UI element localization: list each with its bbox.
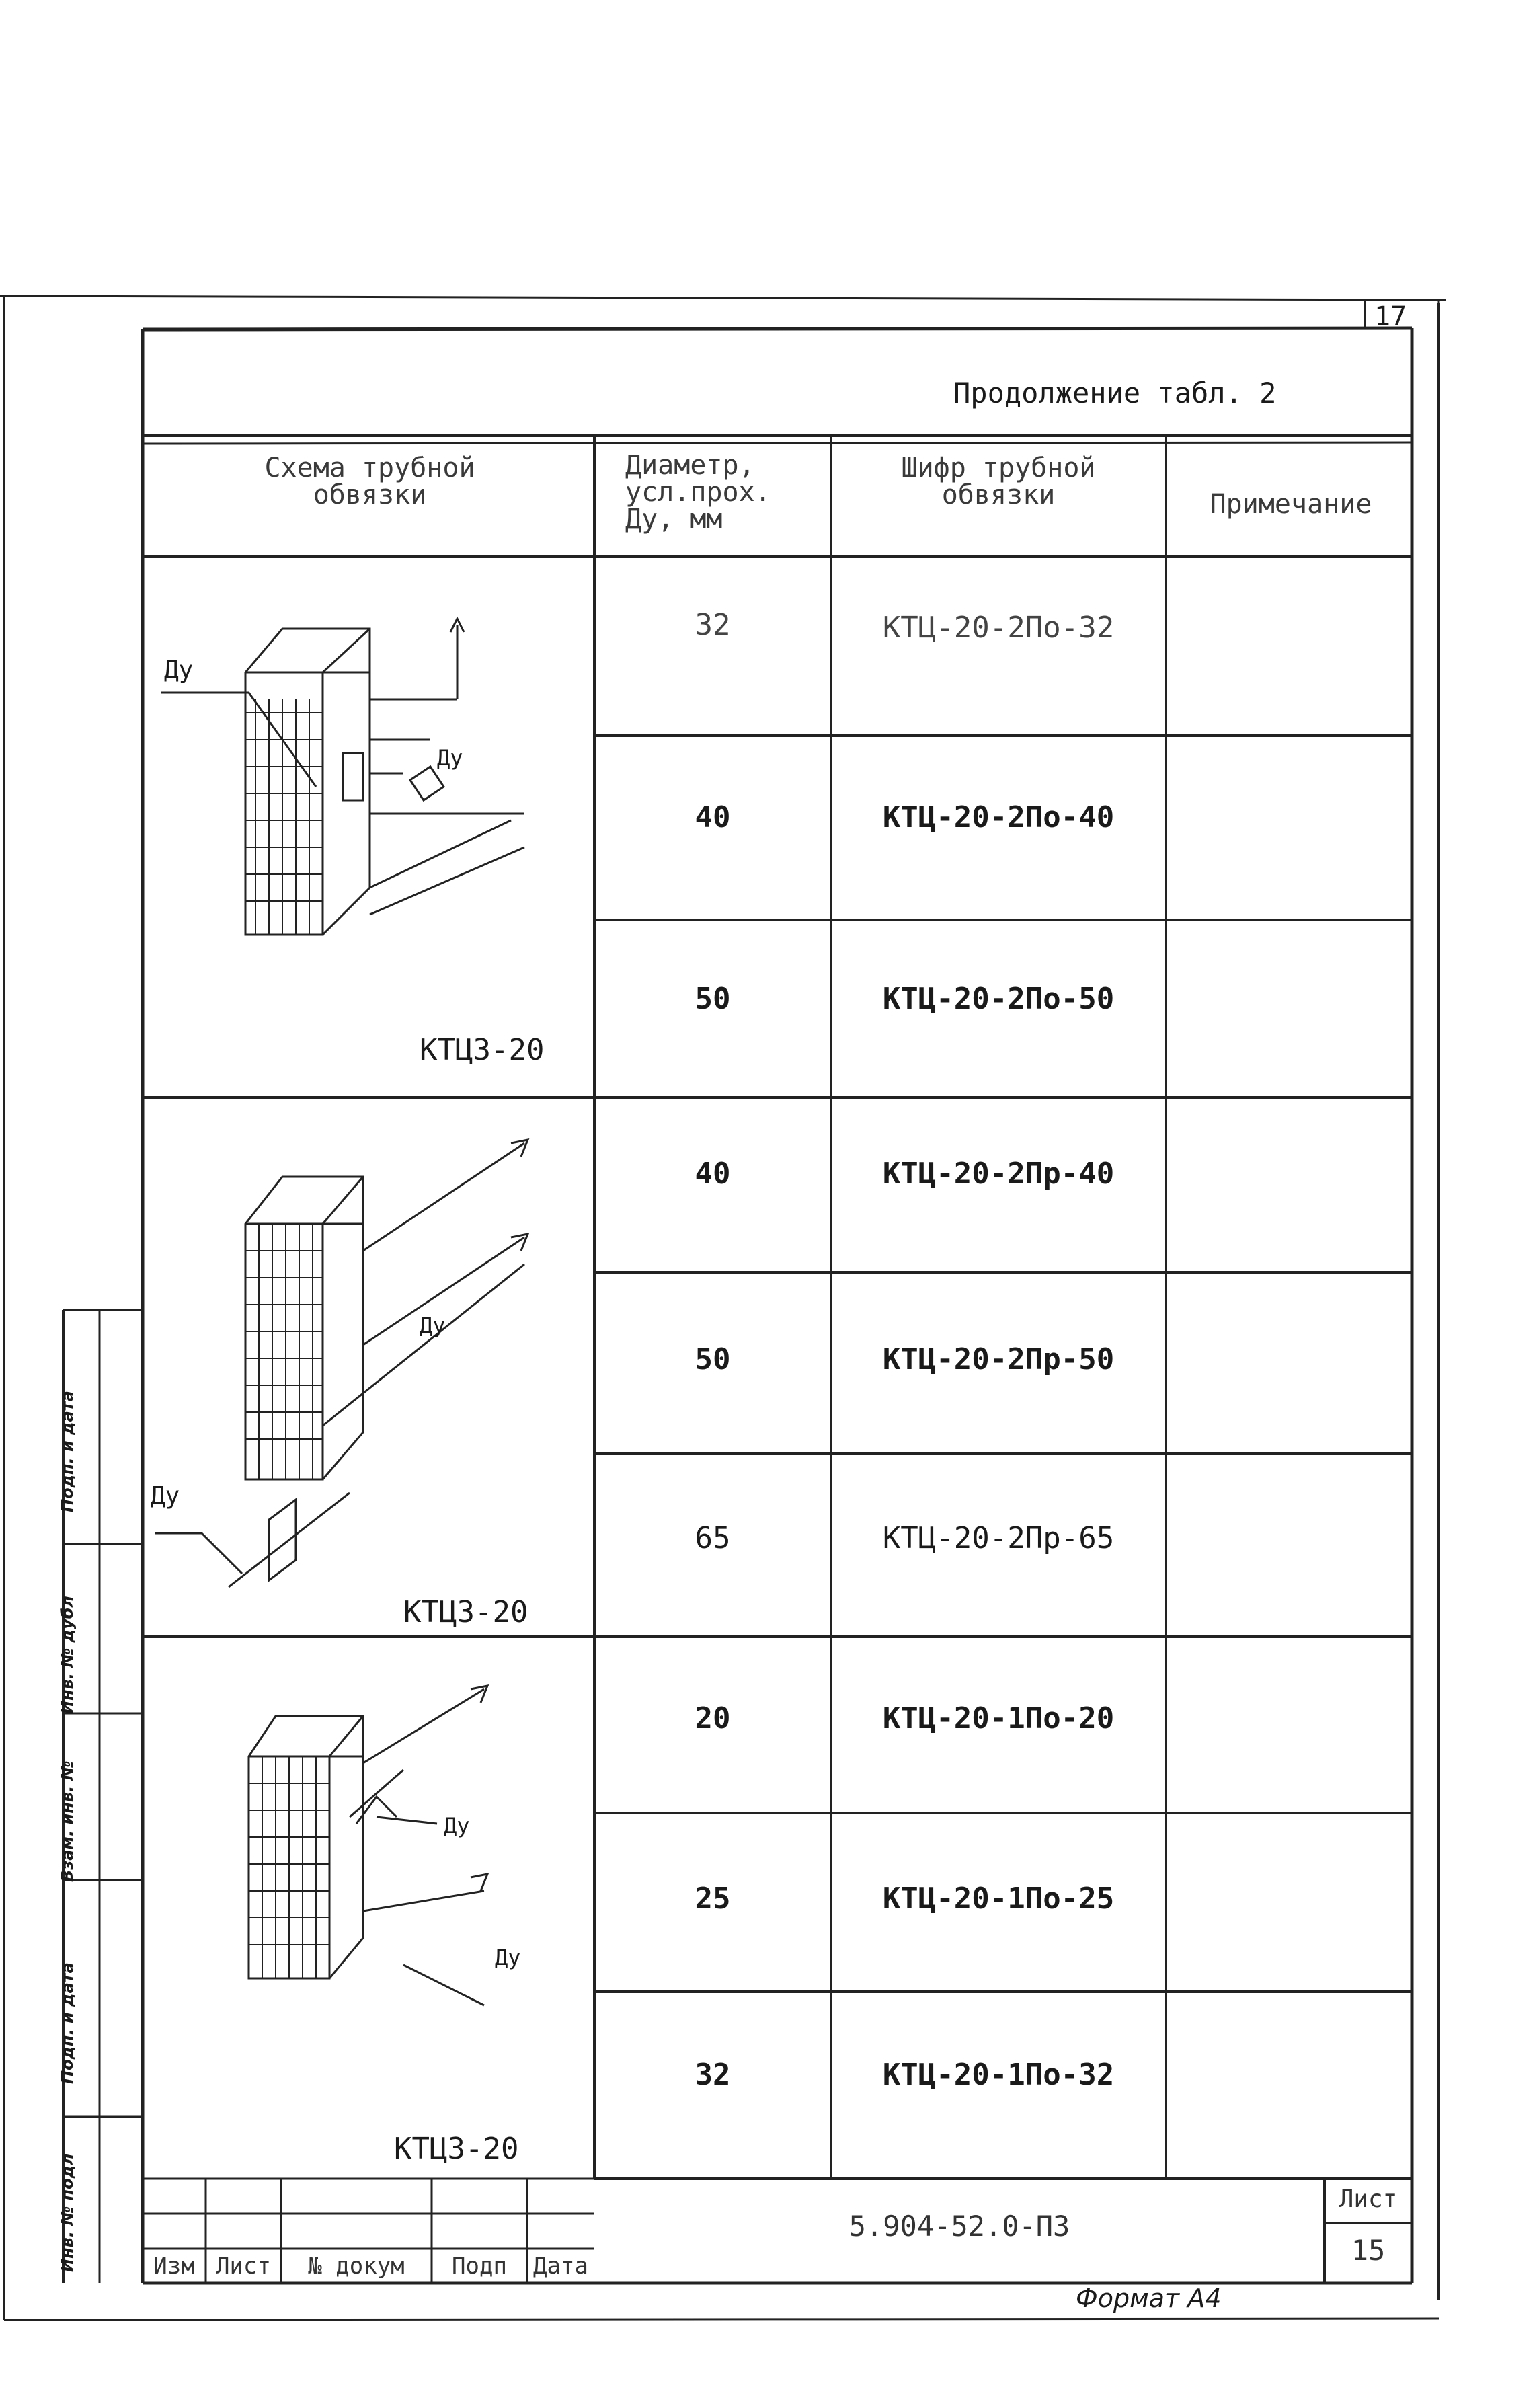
tb-col-sign: Подп bbox=[452, 2253, 507, 2280]
row-4-code: КТЦ-20-2Пр-40 bbox=[882, 1157, 1115, 1191]
scheme-diagram-2 bbox=[148, 1103, 585, 1627]
row-9-dn: 32 bbox=[695, 2058, 731, 2092]
tb-col-docnum: № докум bbox=[308, 2253, 405, 2280]
dim-label-1: Ду bbox=[164, 656, 194, 684]
header-code: Шифр трубной обвязки bbox=[901, 453, 1096, 510]
row-2-dn: 40 bbox=[695, 800, 731, 834]
row-5-dn: 50 bbox=[695, 1342, 731, 1376]
row-7-code: КТЦ-20-1По-20 bbox=[882, 1701, 1115, 1736]
row-6-code: КТЦ-20-2Пр-65 bbox=[882, 1521, 1115, 1555]
row-4-dn: 40 bbox=[695, 1157, 731, 1191]
row-1-code: КТЦ-20-2По-32 bbox=[882, 611, 1115, 645]
row-6-dn: 65 bbox=[695, 1521, 731, 1555]
dim-label-2: Ду bbox=[420, 1313, 446, 1338]
tb-col-date: Дата bbox=[533, 2253, 588, 2280]
side-stamp-2: Подп. и дата bbox=[58, 1962, 77, 2084]
dim-label-2b: Ду bbox=[151, 1482, 180, 1510]
group-label-1: КТЦ3-20 bbox=[420, 1033, 545, 1067]
scheme-diagram-1 bbox=[148, 565, 585, 1089]
row-1-dn: 32 bbox=[695, 608, 731, 642]
side-stamp-4: Инв. № дубл bbox=[58, 1596, 77, 1714]
row-5-code: КТЦ-20-2Пр-50 bbox=[882, 1342, 1115, 1376]
format-label: Формат А4 bbox=[1076, 2284, 1222, 2313]
row-8-dn: 25 bbox=[695, 1881, 731, 1916]
row-9-code: КТЦ-20-1По-32 bbox=[882, 2058, 1115, 2092]
tb-col-sheet: Лист bbox=[216, 2253, 271, 2280]
header-diameter: Диаметр, усл.прох. Ду, мм bbox=[625, 450, 771, 535]
side-stamp-1: Инв. № подл bbox=[58, 2153, 77, 2272]
sheet-label: Лист bbox=[1339, 2185, 1398, 2213]
group-label-2: КТЦ3-20 bbox=[403, 1595, 528, 1629]
scheme-diagram-3 bbox=[148, 1642, 585, 2173]
row-2-code: КТЦ-20-2По-40 bbox=[882, 800, 1115, 834]
header-note: Примечание bbox=[1210, 489, 1372, 520]
row-3-code: КТЦ-20-2По-50 bbox=[882, 982, 1115, 1016]
dim-label-3: Ду bbox=[444, 1813, 470, 1838]
side-stamp-5: Подп. и дата bbox=[58, 1391, 77, 1512]
continuation-title: Продолжение табл. 2 bbox=[953, 377, 1277, 410]
dim-label-3b: Ду bbox=[495, 1945, 521, 1970]
dim-label-1b: Ду bbox=[437, 745, 463, 771]
row-7-dn: 20 bbox=[695, 1701, 731, 1736]
doc-code: 5.904-52.0-ПЗ bbox=[849, 2210, 1070, 2243]
tb-col-change: Изм bbox=[153, 2253, 195, 2280]
sheet-number: 15 bbox=[1351, 2234, 1386, 2267]
header-scheme: Схема трубной обвязки bbox=[264, 453, 475, 510]
row-8-code: КТЦ-20-1По-25 bbox=[882, 1881, 1115, 1916]
page-number: 17 bbox=[1374, 301, 1407, 332]
row-3-dn: 50 bbox=[695, 982, 731, 1016]
side-stamp-3: Взам. инв. № bbox=[58, 1760, 77, 1882]
group-label-3: КТЦ3-20 bbox=[394, 2132, 519, 2166]
